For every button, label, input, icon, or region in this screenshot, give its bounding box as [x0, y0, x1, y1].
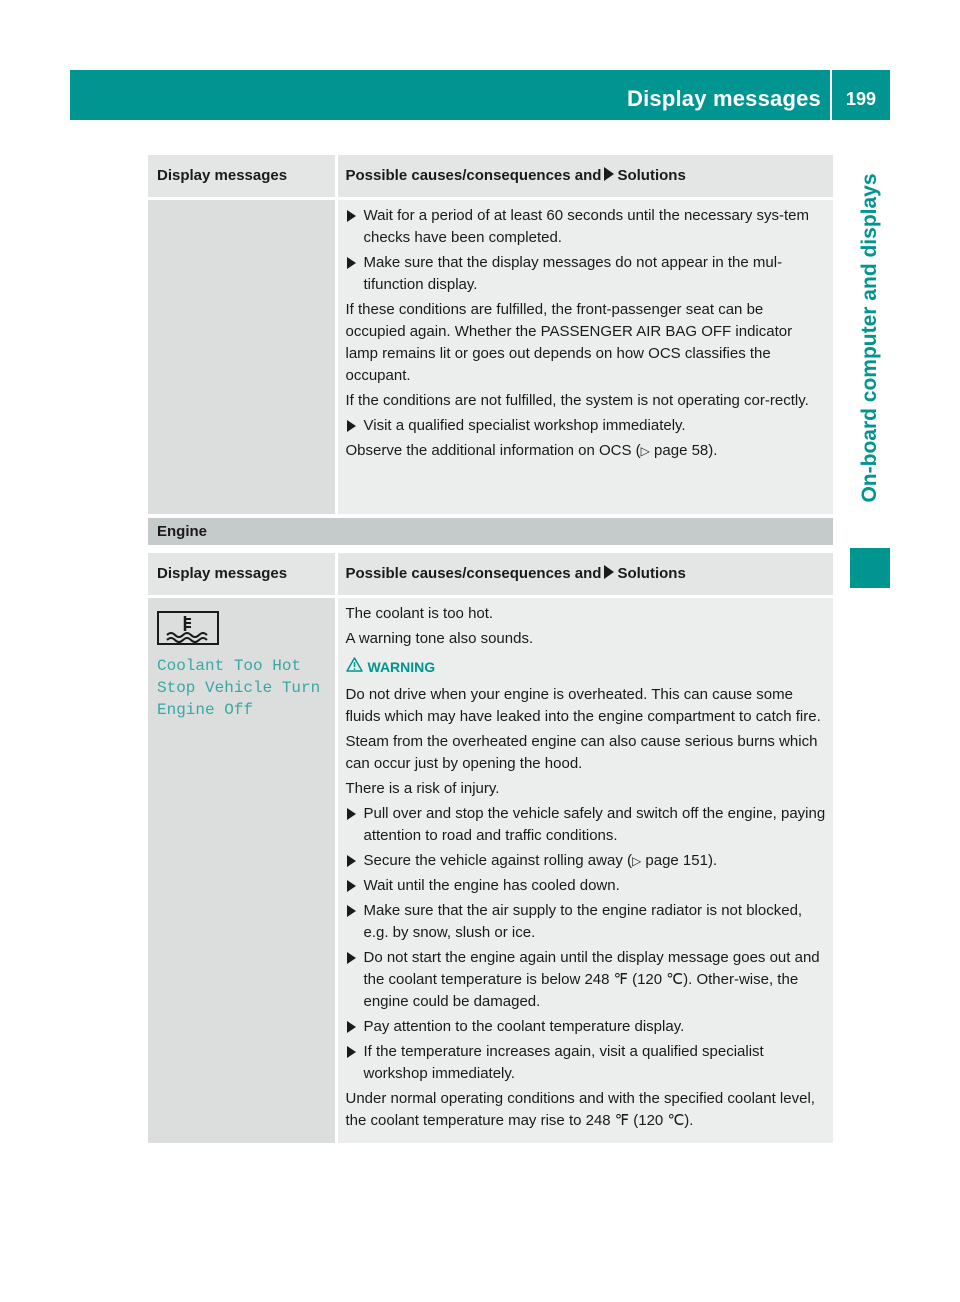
bullet-text: Make sure that the display messages do not appear in the mul-tifunction display. — [363, 254, 783, 293]
table-row — [148, 199, 833, 515]
solutions-cell — [336, 199, 833, 515]
display-text-line: Engine Off — [157, 701, 254, 719]
play-icon — [604, 167, 614, 181]
list-item — [346, 900, 828, 944]
table-header-row — [148, 553, 833, 597]
paragraph: The coolant is too hot. — [345, 605, 494, 622]
bullet-text: Do not start the engine again until the display message goes out and the coolant temperature is below 248 ℉ (120 ℃). Other-wise, the engine could be damaged. — [363, 949, 820, 1010]
bullet-arrow-icon — [347, 905, 356, 917]
display-message-cell — [148, 199, 336, 515]
side-tab-label: On-board computer and displays — [858, 173, 881, 503]
col-causes-label: Possible causes/consequences and — [345, 565, 602, 582]
solutions-cell — [336, 597, 833, 1144]
col-solutions-label: Solutions — [617, 565, 686, 582]
bullet-arrow-icon — [347, 952, 356, 964]
list-item — [346, 803, 828, 847]
display-text-line: Coolant Too Hot — [157, 657, 302, 675]
page-header — [70, 70, 890, 120]
warning-label: WARNING — [367, 659, 436, 675]
paragraph: There is a risk of injury. — [345, 780, 500, 797]
chapter-title: Display messages — [627, 86, 821, 111]
bullet-text: Pay attention to the coolant temperature display. — [363, 1018, 685, 1035]
coolant-temperature-icon — [157, 611, 219, 645]
paragraph — [346, 440, 828, 462]
list-item — [346, 205, 828, 249]
bullet-text: If the temperature increases again, visit a qualified specialist workshop immediately. — [363, 1043, 764, 1082]
col-display-messages: Display messages — [148, 155, 336, 199]
paragraph-text: Observe the additional information on OCS ( — [345, 442, 641, 459]
page-reference-link[interactable]: page 58). — [649, 442, 718, 459]
col-solutions-label: Solutions — [617, 167, 686, 184]
side-tab-marker — [850, 548, 890, 588]
bullet-arrow-icon — [347, 257, 356, 269]
play-icon — [604, 565, 614, 579]
page-reference-link[interactable]: page 151). — [641, 852, 718, 869]
paragraph: Under normal operating conditions and with the specified coolant level, the coolant temperature may rise to 248 ℉ (120 ℃). — [345, 1090, 815, 1129]
paragraph: Steam from the overheated engine can also cause serious burns which can occur just by opening the hood. — [345, 733, 818, 772]
list-item — [346, 1016, 828, 1038]
display-text-line: Stop Vehicle Turn — [157, 679, 321, 697]
display-message-cell — [148, 597, 336, 1144]
bullet-text: Wait for a period of at least 60 seconds until the necessary sys-tem checks have been completed. — [363, 207, 809, 246]
table-header-row — [148, 155, 833, 199]
col-causes-solutions — [336, 155, 833, 199]
bullet-text: Wait until the engine has cooled down. — [363, 877, 620, 894]
col-causes-label: Possible causes/consequences and — [345, 167, 602, 184]
side-tab — [850, 128, 890, 548]
table-engine — [148, 553, 833, 1143]
page-reference-icon: ▷ — [640, 444, 650, 458]
bullet-arrow-icon — [347, 420, 356, 432]
bullet-arrow-icon — [347, 855, 356, 867]
col-display-messages: Display messages — [148, 553, 336, 597]
paragraph: Do not drive when your engine is overheated. This can cause some fluids which may have leaked into the engine compartment to catch fire. — [345, 686, 821, 725]
warning-triangle-icon — [346, 657, 363, 672]
bullet-arrow-icon — [347, 1021, 356, 1033]
bullet-arrow-icon — [347, 880, 356, 892]
page-reference-icon: ▷ — [631, 854, 642, 868]
bullet-arrow-icon — [347, 1046, 356, 1058]
list-item — [346, 252, 828, 296]
paragraph: If the conditions are not fulfilled, the system is not operating cor-rectly. — [345, 392, 809, 409]
table-air-bag-continued — [148, 155, 833, 514]
section-header — [148, 518, 833, 545]
bullet-text: Visit a qualified specialist workshop immediately. — [363, 417, 686, 434]
bullet-text: Pull over and stop the vehicle safely and switch off the engine, paying attention to road and traffic conditions. — [363, 805, 826, 844]
list-item — [346, 947, 828, 1013]
table-row — [148, 597, 833, 1144]
section-title: Engine — [157, 523, 208, 540]
page-number: 199 — [845, 89, 877, 109]
list-item — [346, 850, 828, 872]
paragraph: A warning tone also sounds. — [345, 630, 534, 647]
bullet-arrow-icon — [347, 210, 356, 222]
bullet-text: Secure the vehicle against rolling away ( — [363, 852, 632, 869]
bullet-arrow-icon — [347, 808, 356, 820]
col-causes-solutions — [336, 553, 833, 597]
list-item — [346, 1041, 828, 1085]
warning-heading — [346, 656, 828, 678]
list-item — [346, 875, 828, 897]
paragraph: If these conditions are fulfilled, the front-passenger seat can be occupied again. Whether the PASSENGER AIR BAG OFF indicator lamp remains lit or goes out depends on how OCS classifies the occupant. — [345, 301, 793, 384]
list-item — [346, 415, 828, 437]
bullet-text: Make sure that the air supply to the engine radiator is not blocked, e.g. by snow, slush or ice. — [363, 902, 803, 941]
